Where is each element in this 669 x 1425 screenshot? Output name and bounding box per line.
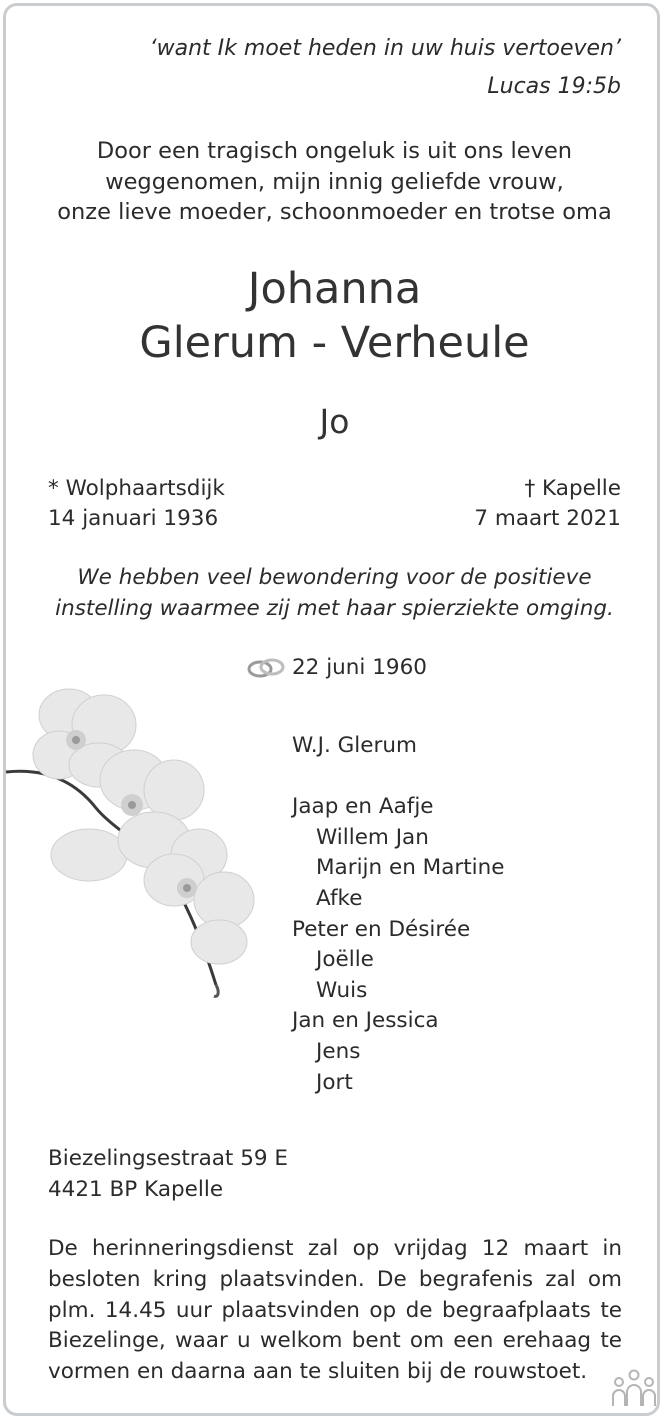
address-street: Biezelingsestraat 59 E	[48, 1146, 288, 1171]
people-group-icon	[610, 1368, 658, 1408]
family-child: Wuis	[316, 977, 368, 1003]
family-child: Marijn en Martine	[316, 855, 505, 881]
birth-place: * Wolphaartsdijk	[48, 476, 225, 501]
nickname: Jo	[319, 402, 350, 441]
family-list	[292, 731, 504, 1098]
address-postal-city: 4421 BP Kapelle	[48, 1177, 224, 1202]
first-name: Johanna	[247, 264, 422, 314]
family-child: Willem Jan	[316, 824, 429, 850]
intro-line: onze lieve moeder, schoonmoeder en trotse oma	[57, 199, 612, 225]
tribute-line: We hebben veel bewondering voor de positieve	[77, 565, 592, 590]
birth-date: 14 januari 1936	[48, 506, 219, 531]
spouse-name: W.J. Glerum	[292, 733, 417, 758]
family-parents: Jan en Jessica	[292, 1008, 439, 1034]
deceased-name	[0, 262, 669, 370]
family-child: Joëlle	[316, 947, 374, 973]
marriage-info	[246, 655, 427, 680]
bible-reference: Lucas 19:5b	[487, 74, 621, 99]
death-info	[474, 474, 621, 534]
correspondence-address	[48, 1143, 288, 1205]
family-child: Jort	[316, 1069, 353, 1095]
family-child: Afke	[316, 885, 363, 911]
family-parents: Jaap en Aafje	[292, 794, 434, 820]
death-date: 7 maart 2021	[474, 506, 621, 531]
tribute-text	[0, 563, 669, 624]
service-details: De herinneringsdienst zal op vrijdag 12 maart in besloten kring plaatsvinden. De begrafenis zal om plm. 14.45 uur plaatsvinden op de begraafplaats te Biezelinge, waar u welkom bent om een erehaag te vormen en daarna aan te sluiten bij de rouwstoet.	[48, 1236, 622, 1385]
birth-info	[48, 474, 225, 534]
wedding-rings-icon	[246, 656, 286, 680]
orchid-branch-icon	[4, 680, 264, 1010]
family-child: Jens	[316, 1038, 361, 1064]
marriage-date: 22 juni 1960	[292, 655, 427, 680]
family-parents: Peter en Désirée	[292, 916, 471, 942]
intro-line: weggenomen, mijn innig geliefde vrouw,	[105, 168, 564, 195]
intro-line: Door een tragisch ongeluk is uit ons leven	[96, 138, 573, 164]
bible-quote: ‘want Ik moet heden in uw huis vertoeven’	[149, 36, 621, 61]
death-place: † Kapelle	[524, 476, 621, 501]
last-name: Glerum - Verheule	[139, 318, 530, 368]
tribute-line: instelling waarmee zij met haar spierziekte omging.	[55, 595, 614, 621]
intro-text	[0, 136, 669, 228]
